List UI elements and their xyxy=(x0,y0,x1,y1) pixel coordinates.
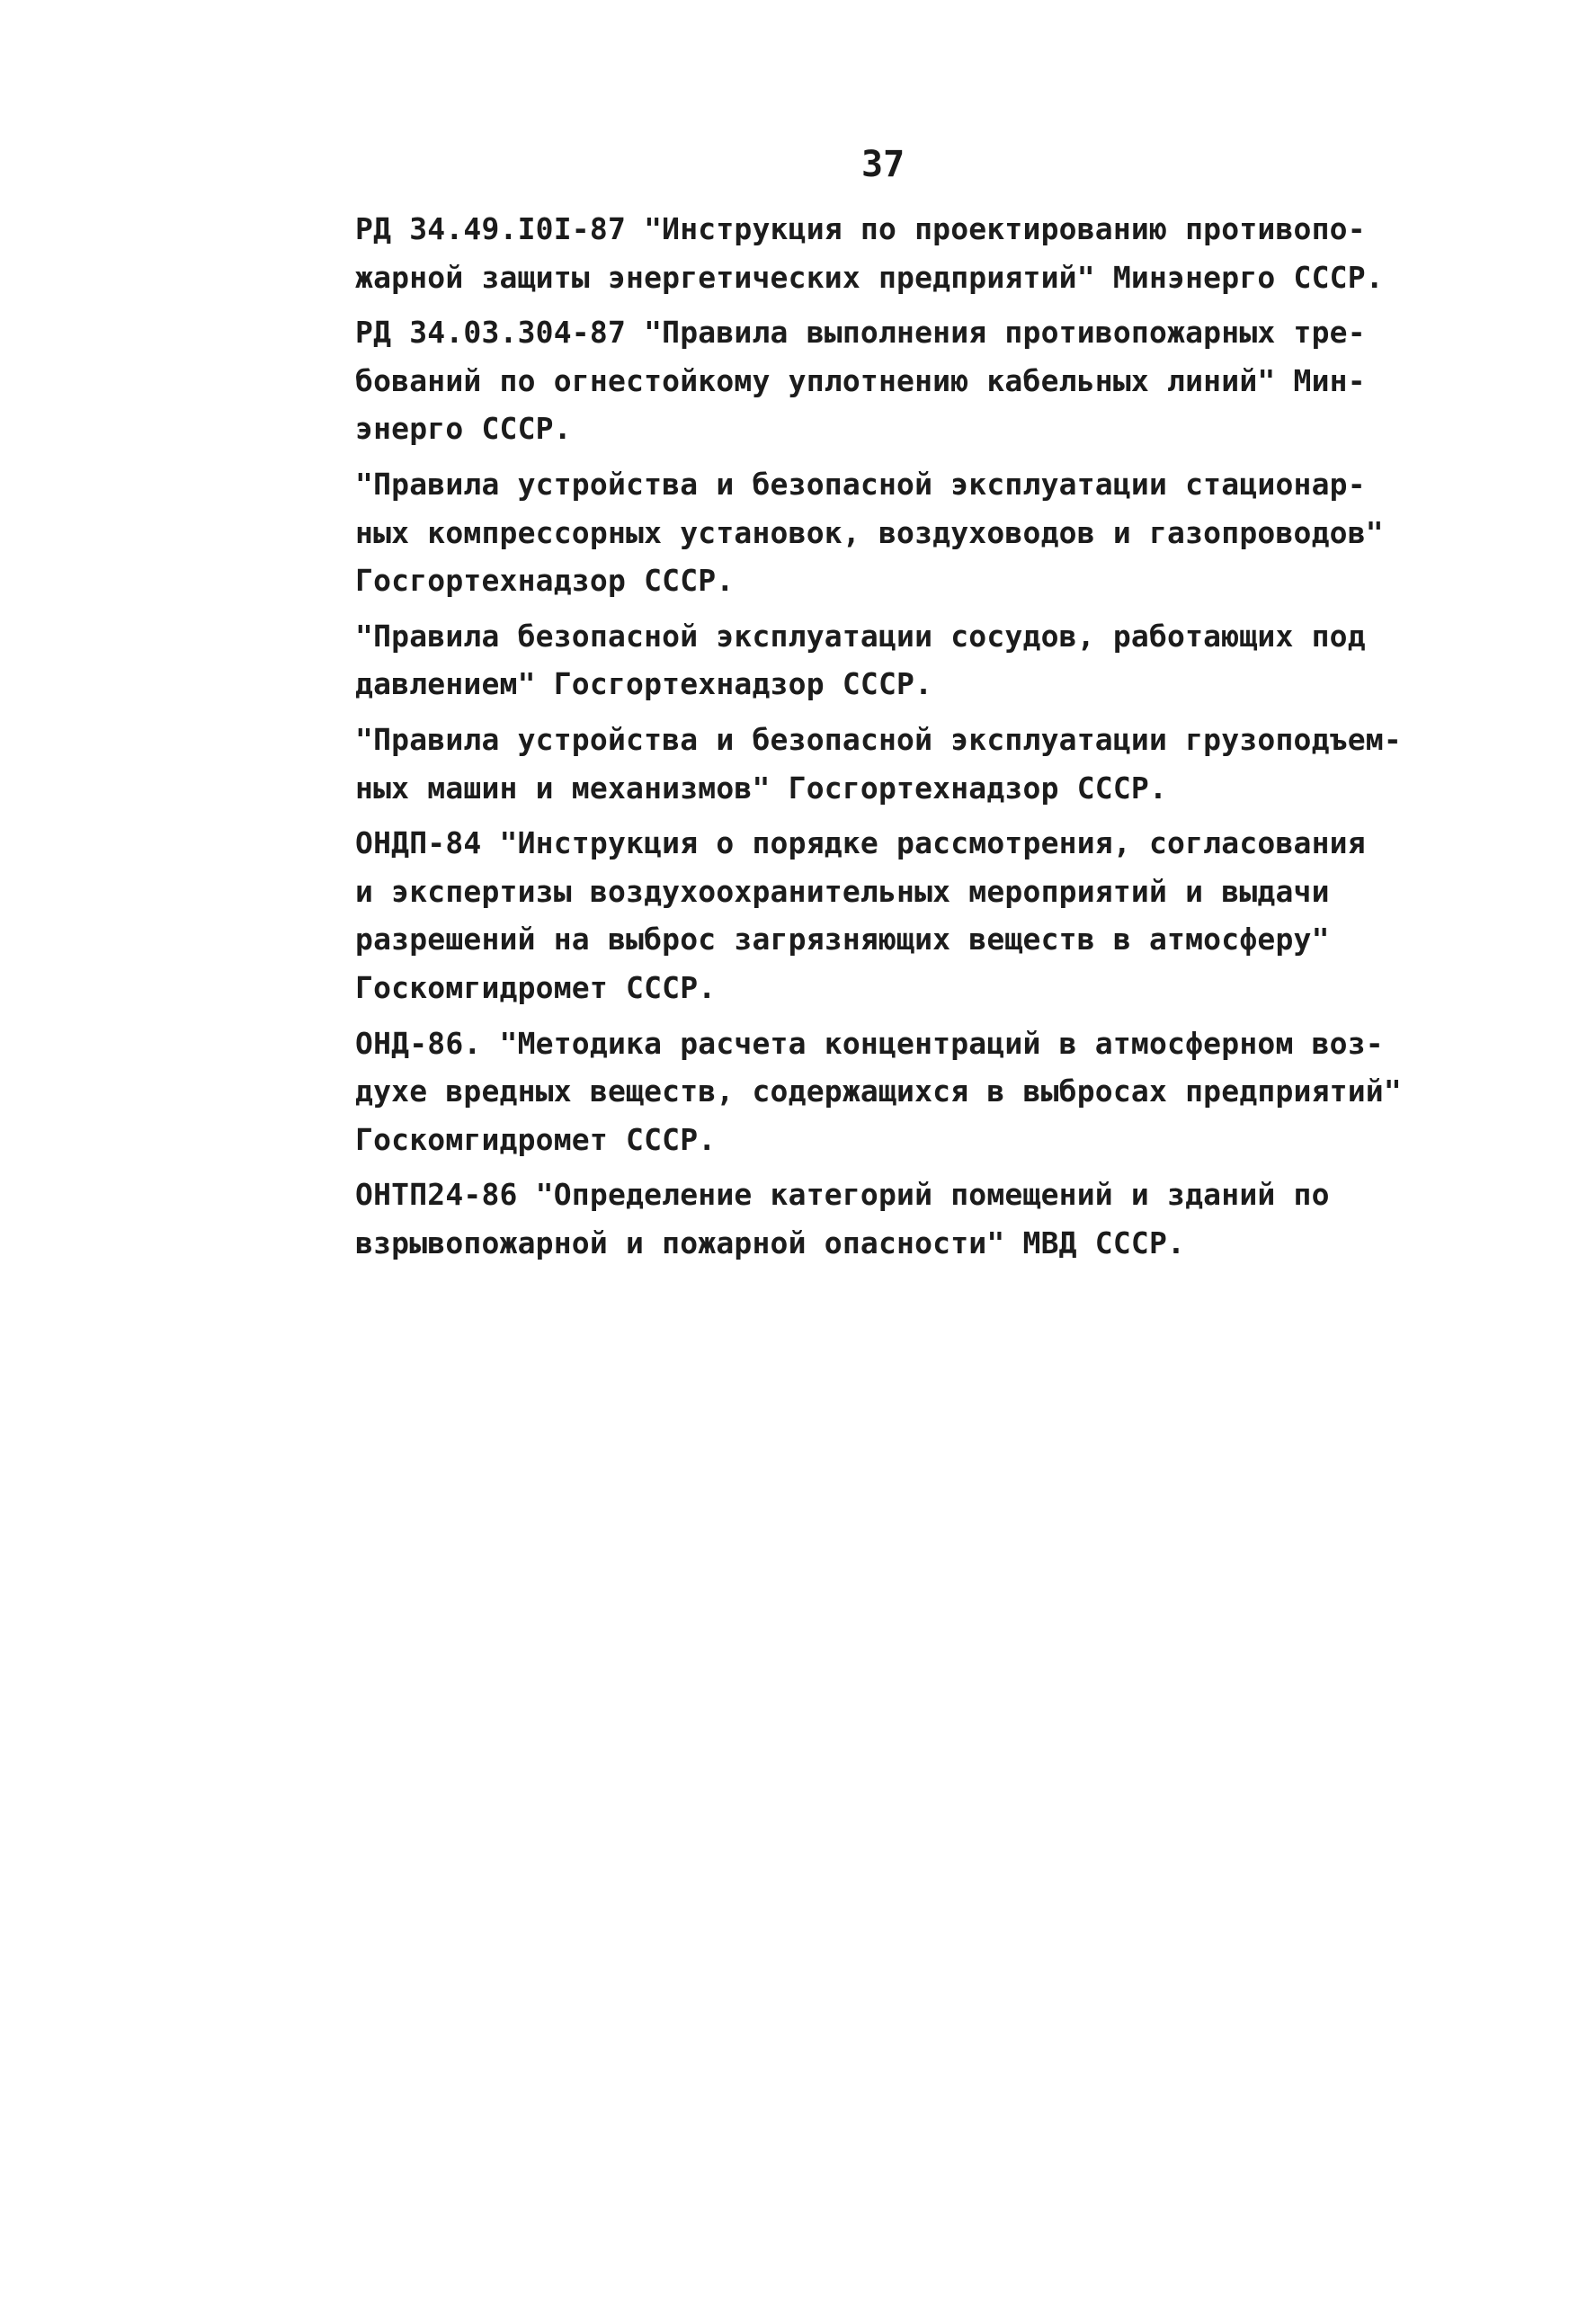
reference-entry xyxy=(355,308,1434,453)
reference-line: ОНДП-84 "Инструкция о порядке рассмотрения, согласования xyxy=(355,825,1366,861)
reference-line: "Правила устройства и безопасной эксплуатации стационар- xyxy=(355,466,1366,502)
reference-line: Госкомгидромет СССР. xyxy=(355,1121,717,1157)
reference-line: Госгортехнадзор СССР. xyxy=(355,563,735,599)
reference-entry xyxy=(355,1171,1434,1267)
reference-line: РД 34.49.I0I-87 "Инструкция по проектированию противопо- xyxy=(355,211,1366,246)
references-list xyxy=(355,205,1434,1274)
reference-line: ОНТП24-86 "Определение категорий помещений и зданий по xyxy=(355,1177,1330,1213)
reference-line: ных компрессорных установок, воздуховодов и газопроводов" xyxy=(355,514,1384,550)
reference-line: РД 34.03.304-87 "Правила выполнения противопожарных тре- xyxy=(355,315,1366,351)
reference-entry xyxy=(355,716,1434,812)
reference-entry xyxy=(355,460,1434,605)
reference-line: энерго СССР. xyxy=(355,411,572,447)
reference-line: взрывопожарной и пожарной опасности" МВД СССР. xyxy=(355,1225,1186,1260)
reference-entry xyxy=(355,1020,1434,1164)
reference-line: разрешений на выброс загрязняющих веществ в атмосферу" xyxy=(355,922,1330,958)
page-number: 37 xyxy=(861,144,905,185)
reference-line: "Правила безопасной эксплуатации сосудов, работающих под xyxy=(355,618,1366,654)
reference-entry xyxy=(355,612,1434,708)
reference-entry xyxy=(355,819,1434,1011)
reference-line: бований по огнестойкому уплотнению кабельных линий" Мин- xyxy=(355,362,1366,398)
reference-line: духе вредных веществ, содержащихся в выбросах предприятий" xyxy=(355,1073,1402,1109)
reference-line: ОНД-86. "Методика расчета концентраций в атмосферном воз- xyxy=(355,1025,1384,1061)
reference-line: давлением" Госгортехнадзор СССР. xyxy=(355,666,933,702)
reference-line: "Правила устройства и безопасной эксплуатации грузоподъем- xyxy=(355,721,1402,757)
reference-line: жарной защиты энергетических предприятий" Минэнерго СССР. xyxy=(355,259,1384,295)
reference-line: и экспертизы воздухоохранительных мероприятий и выдачи xyxy=(355,873,1330,909)
reference-line: ных машин и механизмов" Госгортехнадзор СССР. xyxy=(355,770,1168,806)
reference-line: Госкомгидромет СССР. xyxy=(355,969,717,1005)
reference-entry xyxy=(355,205,1434,301)
